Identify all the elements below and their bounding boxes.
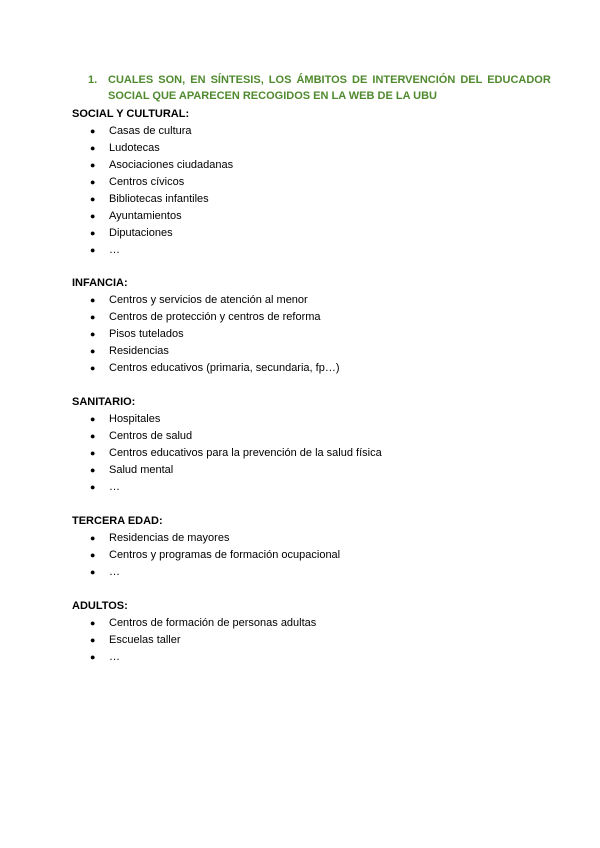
list-item: [72, 225, 233, 242]
list-item: [72, 530, 340, 547]
section-infancia: [72, 275, 339, 377]
list-item-text: …: [109, 244, 120, 256]
list-item: [72, 242, 233, 259]
list-item-text: Centros y servicios de atención al menor: [109, 294, 308, 306]
bullet-icon: ●: [90, 482, 96, 492]
list-item-text: Residencias: [109, 345, 169, 357]
heading-line-2: SOCIAL QUE APARECEN RECOGIDOS EN LA WEB DE LA UBU: [108, 90, 438, 102]
section-tercera-edad: [72, 513, 340, 581]
section-adultos: [72, 598, 316, 666]
section-social-cultural: [72, 106, 233, 259]
list-item: [72, 174, 233, 191]
bullet-icon: ●: [90, 567, 96, 577]
list-item-text: Hospitales: [109, 413, 161, 425]
section-title: TERCERA EDAD:: [72, 515, 163, 527]
list-item-text: Ludotecas: [109, 142, 160, 154]
list-item: [72, 360, 339, 377]
list-item-text: Diputaciones: [109, 227, 173, 239]
bullet-list: [72, 123, 233, 259]
list-item: [72, 157, 233, 174]
list-item: [72, 309, 339, 326]
list-item-text: Casas de cultura: [109, 125, 192, 137]
bullet-list: [72, 530, 340, 581]
section-title: SANITARIO:: [72, 396, 136, 408]
section-title: ADULTOS:: [72, 600, 128, 612]
list-item: [72, 326, 339, 343]
list-item-text: Residencias de mayores: [109, 532, 230, 544]
list-item: [72, 462, 382, 479]
list-item-text: Salud mental: [109, 464, 174, 476]
bullet-icon: ●: [90, 550, 96, 560]
list-item-text: Centros de protección y centros de reforma: [109, 311, 321, 323]
list-item: [72, 564, 340, 581]
list-item-text: Asociaciones ciudadanas: [109, 159, 234, 171]
bullet-icon: ●: [90, 143, 96, 153]
bullet-icon: ●: [90, 211, 96, 221]
bullet-icon: ●: [90, 431, 96, 441]
list-item-text: Centros de formación de personas adultas: [109, 617, 317, 629]
bullet-icon: ●: [90, 618, 96, 628]
bullet-list: [72, 292, 339, 377]
bullet-icon: ●: [90, 126, 96, 136]
bullet-list: [72, 615, 316, 666]
bullet-icon: ●: [90, 635, 96, 645]
bullet-icon: ●: [90, 448, 96, 458]
list-item: [72, 208, 233, 225]
bullet-icon: ●: [90, 533, 96, 543]
bullet-icon: ●: [90, 465, 96, 475]
bullet-icon: ●: [90, 312, 96, 322]
section-title: INFANCIA:: [72, 277, 128, 289]
list-item: [72, 343, 339, 360]
list-item: [72, 445, 382, 462]
bullet-icon: ●: [90, 194, 96, 204]
list-item-text: Centros y programas de formación ocupacional: [109, 549, 341, 561]
bullet-icon: ●: [90, 329, 96, 339]
list-item-text: …: [109, 481, 120, 493]
heading-number: 1.: [88, 74, 98, 86]
list-item-text: Centros cívicos: [109, 176, 185, 188]
list-item: [72, 428, 382, 445]
bullet-icon: ●: [90, 346, 96, 356]
section-sanitario: [72, 394, 382, 496]
list-item: [72, 632, 316, 649]
bullet-icon: ●: [90, 295, 96, 305]
list-item-text: Bibliotecas infantiles: [109, 193, 209, 205]
bullet-icon: ●: [90, 228, 96, 238]
list-item: [72, 411, 382, 428]
list-item: [72, 140, 233, 157]
bullet-icon: ●: [90, 177, 96, 187]
list-item: [72, 479, 382, 496]
list-item: [72, 547, 340, 564]
list-item-text: Escuelas taller: [109, 634, 181, 646]
list-item-text: Centros educativos para la prevención de la salud física: [109, 447, 382, 459]
list-item: [72, 615, 316, 632]
list-item-text: …: [109, 566, 120, 578]
list-item: [72, 123, 233, 140]
bullet-list: [72, 411, 382, 496]
list-item-text: …: [109, 651, 120, 663]
list-item: [72, 191, 233, 208]
bullet-icon: ●: [90, 652, 96, 662]
bullet-icon: ●: [90, 245, 96, 255]
list-item-text: Pisos tutelados: [109, 328, 184, 340]
list-item: [72, 292, 339, 309]
list-item: [72, 649, 316, 666]
bullet-icon: ●: [90, 363, 96, 373]
heading-line-1: CUALES SON, EN SÍNTESIS, LOS ÁMBITOS DE INTERVENCIÓN DEL EDUCADOR: [108, 74, 551, 86]
section-title: SOCIAL Y CULTURAL:: [72, 108, 190, 120]
list-item-text: Centros educativos (primaria, secundaria, fp…): [109, 362, 340, 374]
bullet-icon: ●: [90, 160, 96, 170]
list-item-text: Ayuntamientos: [109, 210, 182, 222]
list-item-text: Centros de salud: [109, 430, 193, 442]
bullet-icon: ●: [90, 414, 96, 424]
